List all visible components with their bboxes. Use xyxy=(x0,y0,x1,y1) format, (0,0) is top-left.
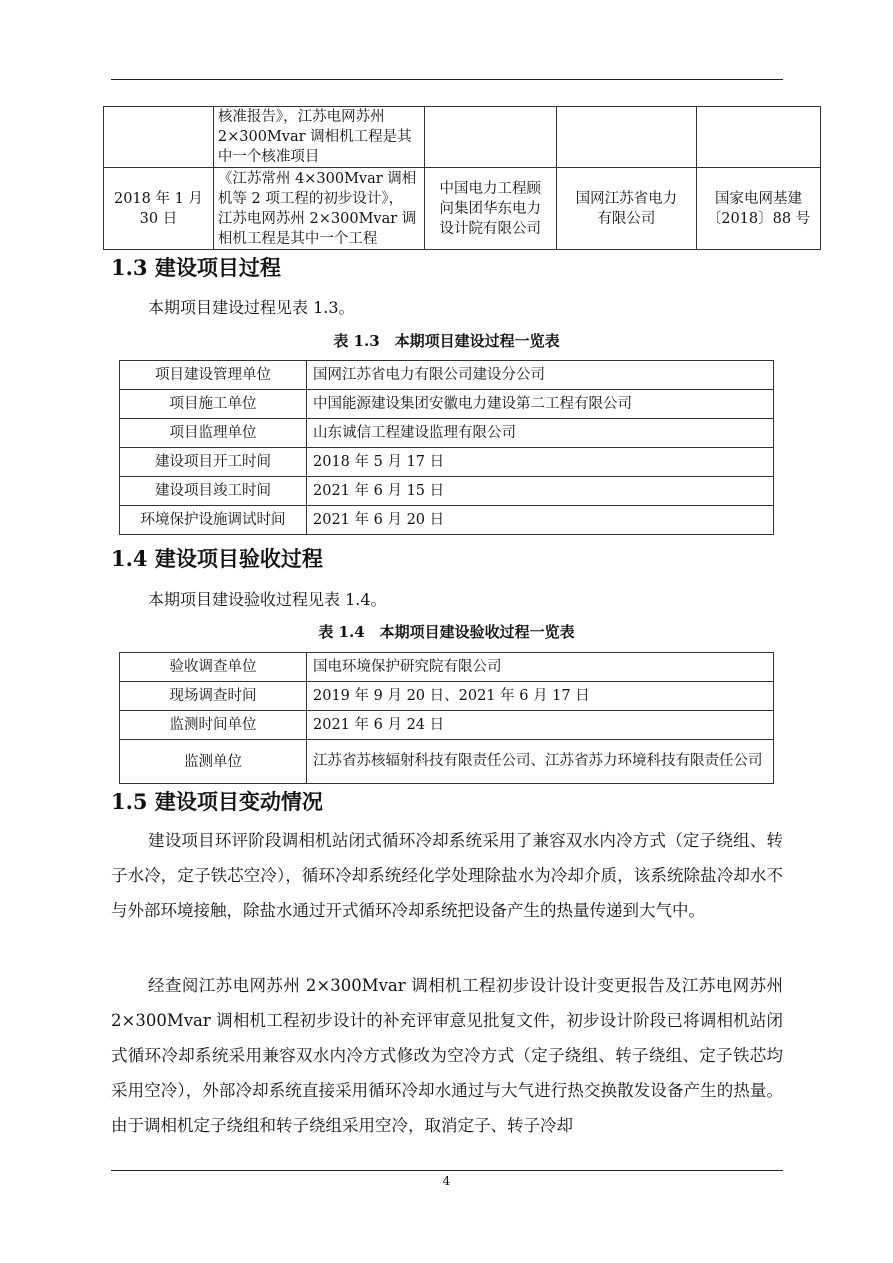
doc-line: 相机工程是其中一个工程 xyxy=(217,230,378,247)
row-key: 现场调查时间 xyxy=(120,682,307,711)
doc-cell xyxy=(213,107,424,168)
header-rule xyxy=(111,79,783,80)
footer-rule xyxy=(111,1170,783,1171)
row-key: 建设项目开工时间 xyxy=(120,448,307,477)
unit-line: 国网江苏省电力 xyxy=(575,190,678,207)
table-caption: 表 1.4 本期项目建设验收过程一览表 xyxy=(318,623,575,641)
doc-line: 江苏电网苏州 2×300Mvar 调 xyxy=(217,210,417,227)
row-key: 环境保护设施调试时间 xyxy=(120,506,307,535)
row-value: 2019 年 9 月 20 日、2021 年 6 月 17 日 xyxy=(307,682,774,711)
body-paragraph: 经查阅江苏电网苏州 2×300Mvar 调相机工程初步设计设计变更报告及江苏电网苏州 2×300Mvar 调相机工程初步设计的补充评审意见批复文件，初步设计阶段已将调相机站闭式循环冷却系统采用兼容双水内冷方式修改为空冷方式（定子绕组、转子绕组、定子铁芯均采用空冷），外部冷却系统直接采用循环冷却水通过与大气进行热交换散发设备产生的热量。由于调相机定子绕组和转子绕组采用空冷，取消定子、转子冷却 xyxy=(111,976,783,1135)
table-row xyxy=(120,740,774,784)
section-heading: 1.4 建设项目验收过程 xyxy=(111,546,323,571)
row-key: 验收调查单位 xyxy=(120,653,307,682)
table-row xyxy=(120,477,774,506)
date-line: 30 日 xyxy=(139,210,178,227)
section-heading: 1.3 建设项目过程 xyxy=(111,255,281,280)
org-line: 中国电力工程顾 xyxy=(439,180,541,197)
unit-cell xyxy=(556,168,696,250)
row-key: 项目施工单位 xyxy=(120,390,307,419)
table-row xyxy=(120,711,774,740)
docno-line: 〔2018〕88 号 xyxy=(706,210,811,227)
doc-line: 《江苏常州 4×300Mvar 调相 xyxy=(217,170,417,187)
table-caption: 表 1.3 本期项目建设过程一览表 xyxy=(333,332,560,350)
org-cell xyxy=(424,107,556,168)
docno-line: 国家电网基建 xyxy=(714,190,802,207)
table-row xyxy=(104,107,821,168)
row-value: 2021 年 6 月 15 日 xyxy=(307,477,774,506)
date-line: 2018 年 1 月 xyxy=(113,190,203,207)
table-row xyxy=(120,506,774,535)
doc-line: 核准报告》，江苏电网苏州 xyxy=(217,109,385,125)
acceptance-process-table xyxy=(119,652,774,784)
construction-process-table xyxy=(119,360,774,535)
section-intro: 本期项目建设过程见表 1.3。 xyxy=(148,298,355,317)
section-intro: 本期项目建设验收过程见表 1.4。 xyxy=(148,590,387,609)
org-line: 问集团华东电力 xyxy=(439,200,541,217)
row-value: 中国能源建设集团安徽电力建设第二工程有限公司 xyxy=(307,390,774,419)
table-row xyxy=(120,682,774,711)
table-row xyxy=(120,653,774,682)
unit-cell xyxy=(556,107,696,168)
doc-line: 2×300Mvar 调相机工程是其 xyxy=(217,129,412,145)
body-paragraph: 建设项目环评阶段调相机站闭式循环冷却系统采用了兼容双水内冷方式（定子绕组、转子水冷，定子铁芯空冷），循环冷却系统经化学处理除盐水为冷却介质，该系统除盐冷却水不与外部环境接触，除盐水通过开式循环冷却系统把设备产生的热量传递到大气中。 xyxy=(111,831,783,920)
row-value: 2018 年 5 月 17 日 xyxy=(307,448,774,477)
row-value: 2021 年 6 月 20 日 xyxy=(307,506,774,535)
date-cell xyxy=(104,168,214,250)
row-value: 国电环境保护研究院有限公司 xyxy=(307,653,774,682)
row-value: 2021 年 6 月 24 日 xyxy=(307,711,774,740)
approval-docs-table xyxy=(103,106,821,250)
docno-cell xyxy=(696,168,820,250)
row-key: 建设项目竣工时间 xyxy=(120,477,307,506)
doc-line: 中一个核准项目 xyxy=(217,149,320,165)
unit-line: 有限公司 xyxy=(597,210,656,227)
doc-line: 机等 2 项工程的初步设计》， xyxy=(217,190,404,207)
section-heading: 1.5 建设项目变动情况 xyxy=(111,789,323,814)
row-value: 江苏省苏核辐射科技有限责任公司、江苏省苏力环境科技有限责任公司 xyxy=(307,740,774,784)
date-cell xyxy=(104,107,214,168)
docno-cell xyxy=(696,107,820,168)
org-cell xyxy=(424,168,556,250)
page-number: 4 xyxy=(442,1174,451,1188)
row-key: 监测单位 xyxy=(120,740,307,784)
row-key: 项目建设管理单位 xyxy=(120,361,307,390)
table-row xyxy=(120,390,774,419)
org-line: 设计院有限公司 xyxy=(439,220,541,237)
table-row xyxy=(104,168,821,250)
row-key: 项目监理单位 xyxy=(120,419,307,448)
table-row xyxy=(120,448,774,477)
doc-cell xyxy=(213,168,424,250)
table-row xyxy=(120,419,774,448)
row-key: 监测时间单位 xyxy=(120,711,307,740)
table-row xyxy=(120,361,774,390)
row-value: 国网江苏省电力有限公司建设分公司 xyxy=(307,361,774,390)
row-value: 山东诚信工程建设监理有限公司 xyxy=(307,419,774,448)
